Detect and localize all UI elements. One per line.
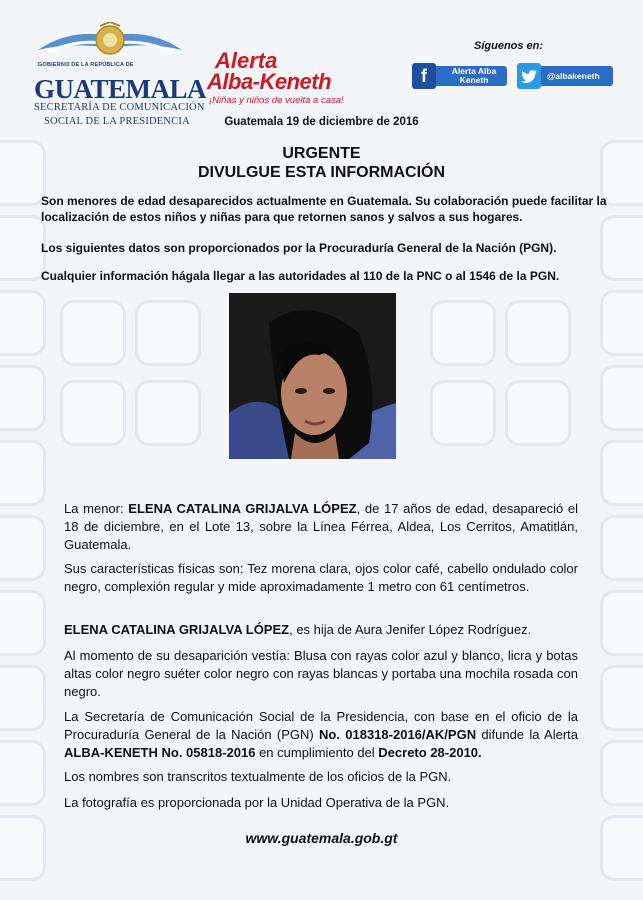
guatemala-government-logo	[30, 22, 207, 130]
case-paragraph-5	[64, 708, 578, 762]
twitter-icon	[517, 63, 541, 89]
pgn-number: No. 018318-2016/AK/PGN	[319, 727, 477, 742]
case-paragraph-2: Sus características físicas son: Tez morena clara, ojos color café, cabello ondulado color negro, complexión regular y mide aproximadamente 1 metro con 61 centímetros.	[64, 561, 578, 594]
case-paragraph-3	[64, 621, 578, 639]
guatemala-wordmark: GUATEMALA	[34, 74, 207, 104]
case-paragraph-1	[64, 500, 578, 554]
parent-info: , es hija de Aura Jenifer López Rodríguez.	[289, 622, 532, 637]
secretaria-line-1: SECRETARÍA DE COMUNICACIÓN	[34, 102, 205, 113]
legal-text-a: La Secretaría de Comunicación Social de la Presidencia, con base en el oficio de la Procuraduría General de la Nación (PGN)	[64, 709, 578, 742]
facebook-label: Alerta Alba Keneth	[451, 66, 497, 85]
alba-keneth-name: Alba-Keneth	[207, 69, 332, 94]
facebook-link[interactable]	[412, 66, 507, 86]
alba-keneth-logo	[207, 48, 342, 108]
website-link[interactable]: www.guatemala.gob.gt	[245, 830, 398, 846]
intro-paragraph-1: Son menores de edad desaparecidos actualmente en Guatemala. Su colaboración puede facilitar la localización de estos niños y niñas para que retornen sanos y salvos a sus hogares.	[41, 194, 607, 224]
missing-person-photo	[229, 293, 396, 459]
secretaria-line-2: SOCIAL DE LA PRESIDENCIA	[44, 116, 190, 127]
page-title	[0, 144, 643, 182]
date-line: Guatemala 19 de diciembre de 2016	[224, 116, 419, 128]
alba-keneth-tagline: ¡Niñas y niños de vuelta a casa!	[209, 95, 344, 106]
case-prefix: La menor:	[64, 501, 129, 516]
government-small-text: GOBIERNO DE LA REPÚBLICA DE	[38, 62, 134, 68]
case-paragraph-6: Los nombres son transcritos textualmente de los oficios de la PGN.	[64, 769, 452, 784]
case-paragraph-4: Al momento de su desaparición vestía: Blusa con rayas color azul y blanco, licra y botas altas color negro suéter color negro con rayas blancas y portaba una mochila rosada con negro.	[64, 648, 578, 699]
intro-paragraph-3: Cualquier información hágala llegar a las autoridades al 110 de la PNC o al 1546 de la PGN.	[41, 269, 560, 283]
legal-text-c: difunde la Alerta	[476, 727, 578, 742]
legal-text-e: en cumplimiento del	[255, 745, 379, 760]
missing-person-name: ELENA CATALINA GRIJALVA LÓPEZ	[128, 501, 357, 516]
follow-label: Síguenos en:	[474, 40, 544, 52]
coat-of-arms-icon	[30, 22, 190, 62]
alert-number: ALBA-KENETH No. 05818-2016	[64, 745, 256, 760]
case-paragraph-7: La fotografía es proporcionada por la Unidad Operativa de la PGN.	[64, 795, 450, 810]
missing-person-name-repeat: ELENA CATALINA GRIJALVA LÓPEZ	[64, 622, 290, 637]
twitter-link[interactable]	[517, 66, 613, 86]
title-divulgue: DIVULGUE ESTA INFORMACIÓN	[197, 164, 446, 181]
title-urgent: URGENTE	[282, 145, 361, 162]
case-details: , de 17 años de edad, desapareció el 18 de diciembre, en el Lote 13, sobre la Línea Férrea, Aldea, Los Cerritos, Amatitlán, Guatemala.	[64, 501, 578, 552]
facebook-icon: f	[412, 63, 436, 89]
decree-number: Decreto 28-2010.	[378, 745, 482, 760]
intro-paragraph-2: Los siguientes datos son proporcionados por la Procuraduría General de la Nación (PGN).	[41, 241, 557, 255]
alerta-word: Alerta	[215, 48, 278, 73]
twitter-label: @albakeneth	[547, 71, 600, 81]
